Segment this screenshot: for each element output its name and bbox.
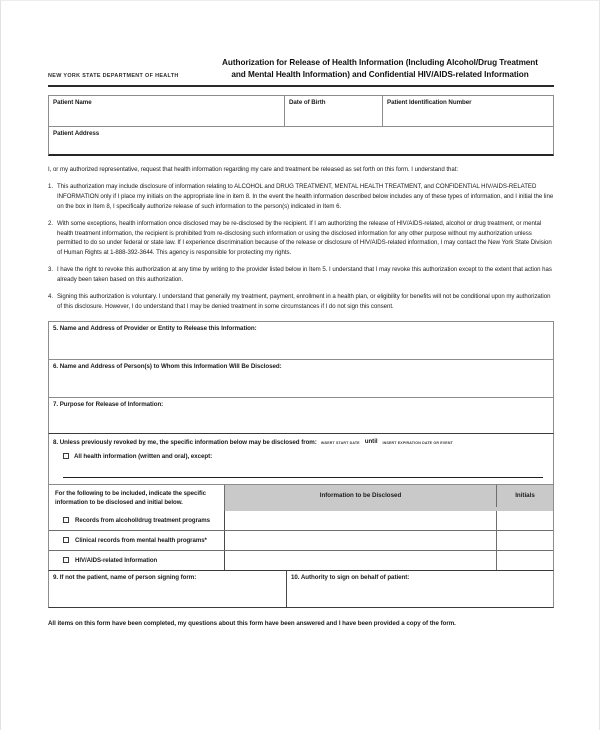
patient-address-field[interactable] [49,126,553,154]
date-of-birth-field[interactable] [285,96,383,126]
table-row [49,530,553,550]
form-document [48,1,554,731]
signatory-table [48,571,554,608]
patient-id-number-label: Patient Identification Number [387,99,472,107]
clause-3-text: I have the right to revoke this authorization at any time by writing to the provider listed below in Item 5. I understand that I may revoke this authorization except to the extent that action has already been taken based on this authorization. [57,266,552,284]
patient-name-label: Patient Name [53,99,92,107]
item-8-expiration-group [383,439,453,446]
start-date-caption: INSERT START DATE [320,440,360,445]
disclosure-row-1-label: Clinical records from mental health programs* [75,536,207,544]
clause-4-text: Signing this authorization is voluntary. I understand that generally my treatment, payment, enrollment in a health plan, or eligibility for benefits will not be conditional upon my authorization of this disclosure. However, I do understand that I may be denied treatment in some circumstances if I do not sign this consent. [57,292,551,310]
clause-2-text: With some exceptions, health information once disclosed may be re-disclosed by the recipient. If I am authorizing the release of HIV/AIDS-related, alcohol or drug treatment, or mental health treatment information, the recipient is prohibited from re-disclosing such information or using the disclosed information for any other purpose without my authorization unless permitted to do so under federal or state law. If I experience discrimination because of the release or disclosure of HIV/AIDS-related information, I may contact the New York State Division of Human Rights at 1-888-392-3644. This agency is responsible for protecting my rights. [57,219,552,257]
items-5-to-7-group [48,321,554,434]
clause-1 [48,182,554,212]
column-header-initials: Initials [515,492,535,500]
department-name: NEW YORK STATE DEPARTMENT OF HEALTH [48,72,179,79]
disclosure-row-2-label: HIV/AIDS-related Information [75,556,158,564]
clause-3-number: 3. [48,266,54,274]
form-title [206,57,554,81]
all-health-information-checkbox-row[interactable] [49,446,553,460]
item-5-label: 5. Name and Address of Provider or Entity to Release this Information: [53,324,257,332]
item-9-signer-name-field[interactable] [49,571,287,607]
item-6-label: 6. Name and Address of Person(s) to Whom this Information Will Be Disclosed: [53,362,282,370]
disclosure-row-0-checkbox-cell[interactable] [49,511,225,530]
disclosure-row-0-information-input[interactable] [225,511,497,530]
all-health-information-label: All health information (written and oral), except: [74,452,213,460]
clause-4-number: 4. [48,292,54,300]
clause-2 [48,219,554,258]
checkbox-icon[interactable] [63,517,69,523]
item-7-purpose-field[interactable] [48,397,554,434]
clause-4 [48,292,554,312]
item-10-authority-field[interactable] [287,571,553,607]
header-divider-rule [48,85,554,88]
disclosure-table-header [49,485,553,511]
closing-statement: All items on this form have been completed, my questions about this form have been answered and I have been provided a copy of the form. [48,619,456,627]
column-header-information: Information to be Disclosed [225,485,497,507]
item-6-recipient-field[interactable] [48,359,554,397]
table-row [49,550,553,570]
clause-3 [48,265,554,285]
clause-2-number: 2. [48,219,54,227]
disclosure-row-0-initials-input[interactable] [497,511,553,530]
table-row [49,511,553,530]
clause-1-text: This authorization may include disclosure of information relating to ALCOHOL and DRUG TREATMENT, MENTAL HEALTH TREATMENT, and CONFIDENTIAL HIV/AIDS-RELATED INFORMATION only if I place my initials on the appropriate line in item 8. In the event the health information described below includes any of these types of information, and I initial the line on the box in Item 8, I specifically authorize release of such information to the person(s) indicated in Item 6. [57,183,554,210]
disclosure-row-2-information-input[interactable] [225,551,497,570]
expiration-date-input[interactable] [383,439,453,446]
item-8-lead-text: 8. Unless previously revoked by me, the specific information below may be disclosed from: [53,438,317,446]
item-10-label: 10. Authority to sign on behalf of patient: [291,573,410,581]
item-8-start-date-group [321,439,360,446]
intro-paragraph: I, or my authorized representative, request that health information regarding my care and treatment be released as set forth on this form. I understand that: [48,166,459,174]
date-of-birth-label: Date of Birth [289,99,326,107]
patient-id-number-field[interactable] [383,96,553,126]
item-9-label: 9. If not the patient, name of person signing form: [53,573,197,581]
patient-info-table [48,95,554,156]
start-date-input[interactable] [321,439,360,446]
form-title-line-2: and Mental Health Information) and Confidential HIV/AIDS-related Information [231,69,529,79]
checkbox-icon[interactable] [63,537,69,543]
item-8-disclosure-period [48,434,554,485]
item-7-label: 7. Purpose for Release of Information: [53,400,164,408]
patient-info-row [49,96,553,126]
disclosure-row-1-information-input[interactable] [225,531,497,550]
disclosure-row-0-label: Records from alcohol/drug treatment programs [75,516,210,524]
item-8-until-label: until [364,437,378,445]
patient-address-label: Patient Address [53,130,100,138]
checkbox-icon[interactable] [63,453,69,459]
disclosure-row-2-initials-input[interactable] [497,551,553,570]
disclosure-row-1-checkbox-cell[interactable] [49,531,225,550]
clause-1-number: 1. [48,183,54,191]
disclosure-row-2-checkbox-cell[interactable] [49,551,225,570]
item-8-lead-row [49,434,553,446]
item-8-except-input[interactable] [63,476,543,478]
expiration-date-caption: INSERT EXPIRATION DATE OR EVENT [382,440,453,445]
form-header [48,1,554,81]
disclosure-table [48,485,554,571]
disclosure-instructions: For the following to be included, indicate the specific information to be disclosed and initial below. [49,485,225,511]
checkbox-icon[interactable] [63,557,69,563]
form-title-line-1: Authorization for Release of Health Information (Including Alcohol/Drug Treatment [222,58,538,67]
item-5-provider-field[interactable] [48,321,554,359]
disclosure-row-1-initials-input[interactable] [497,531,553,550]
patient-name-field[interactable] [49,96,285,126]
